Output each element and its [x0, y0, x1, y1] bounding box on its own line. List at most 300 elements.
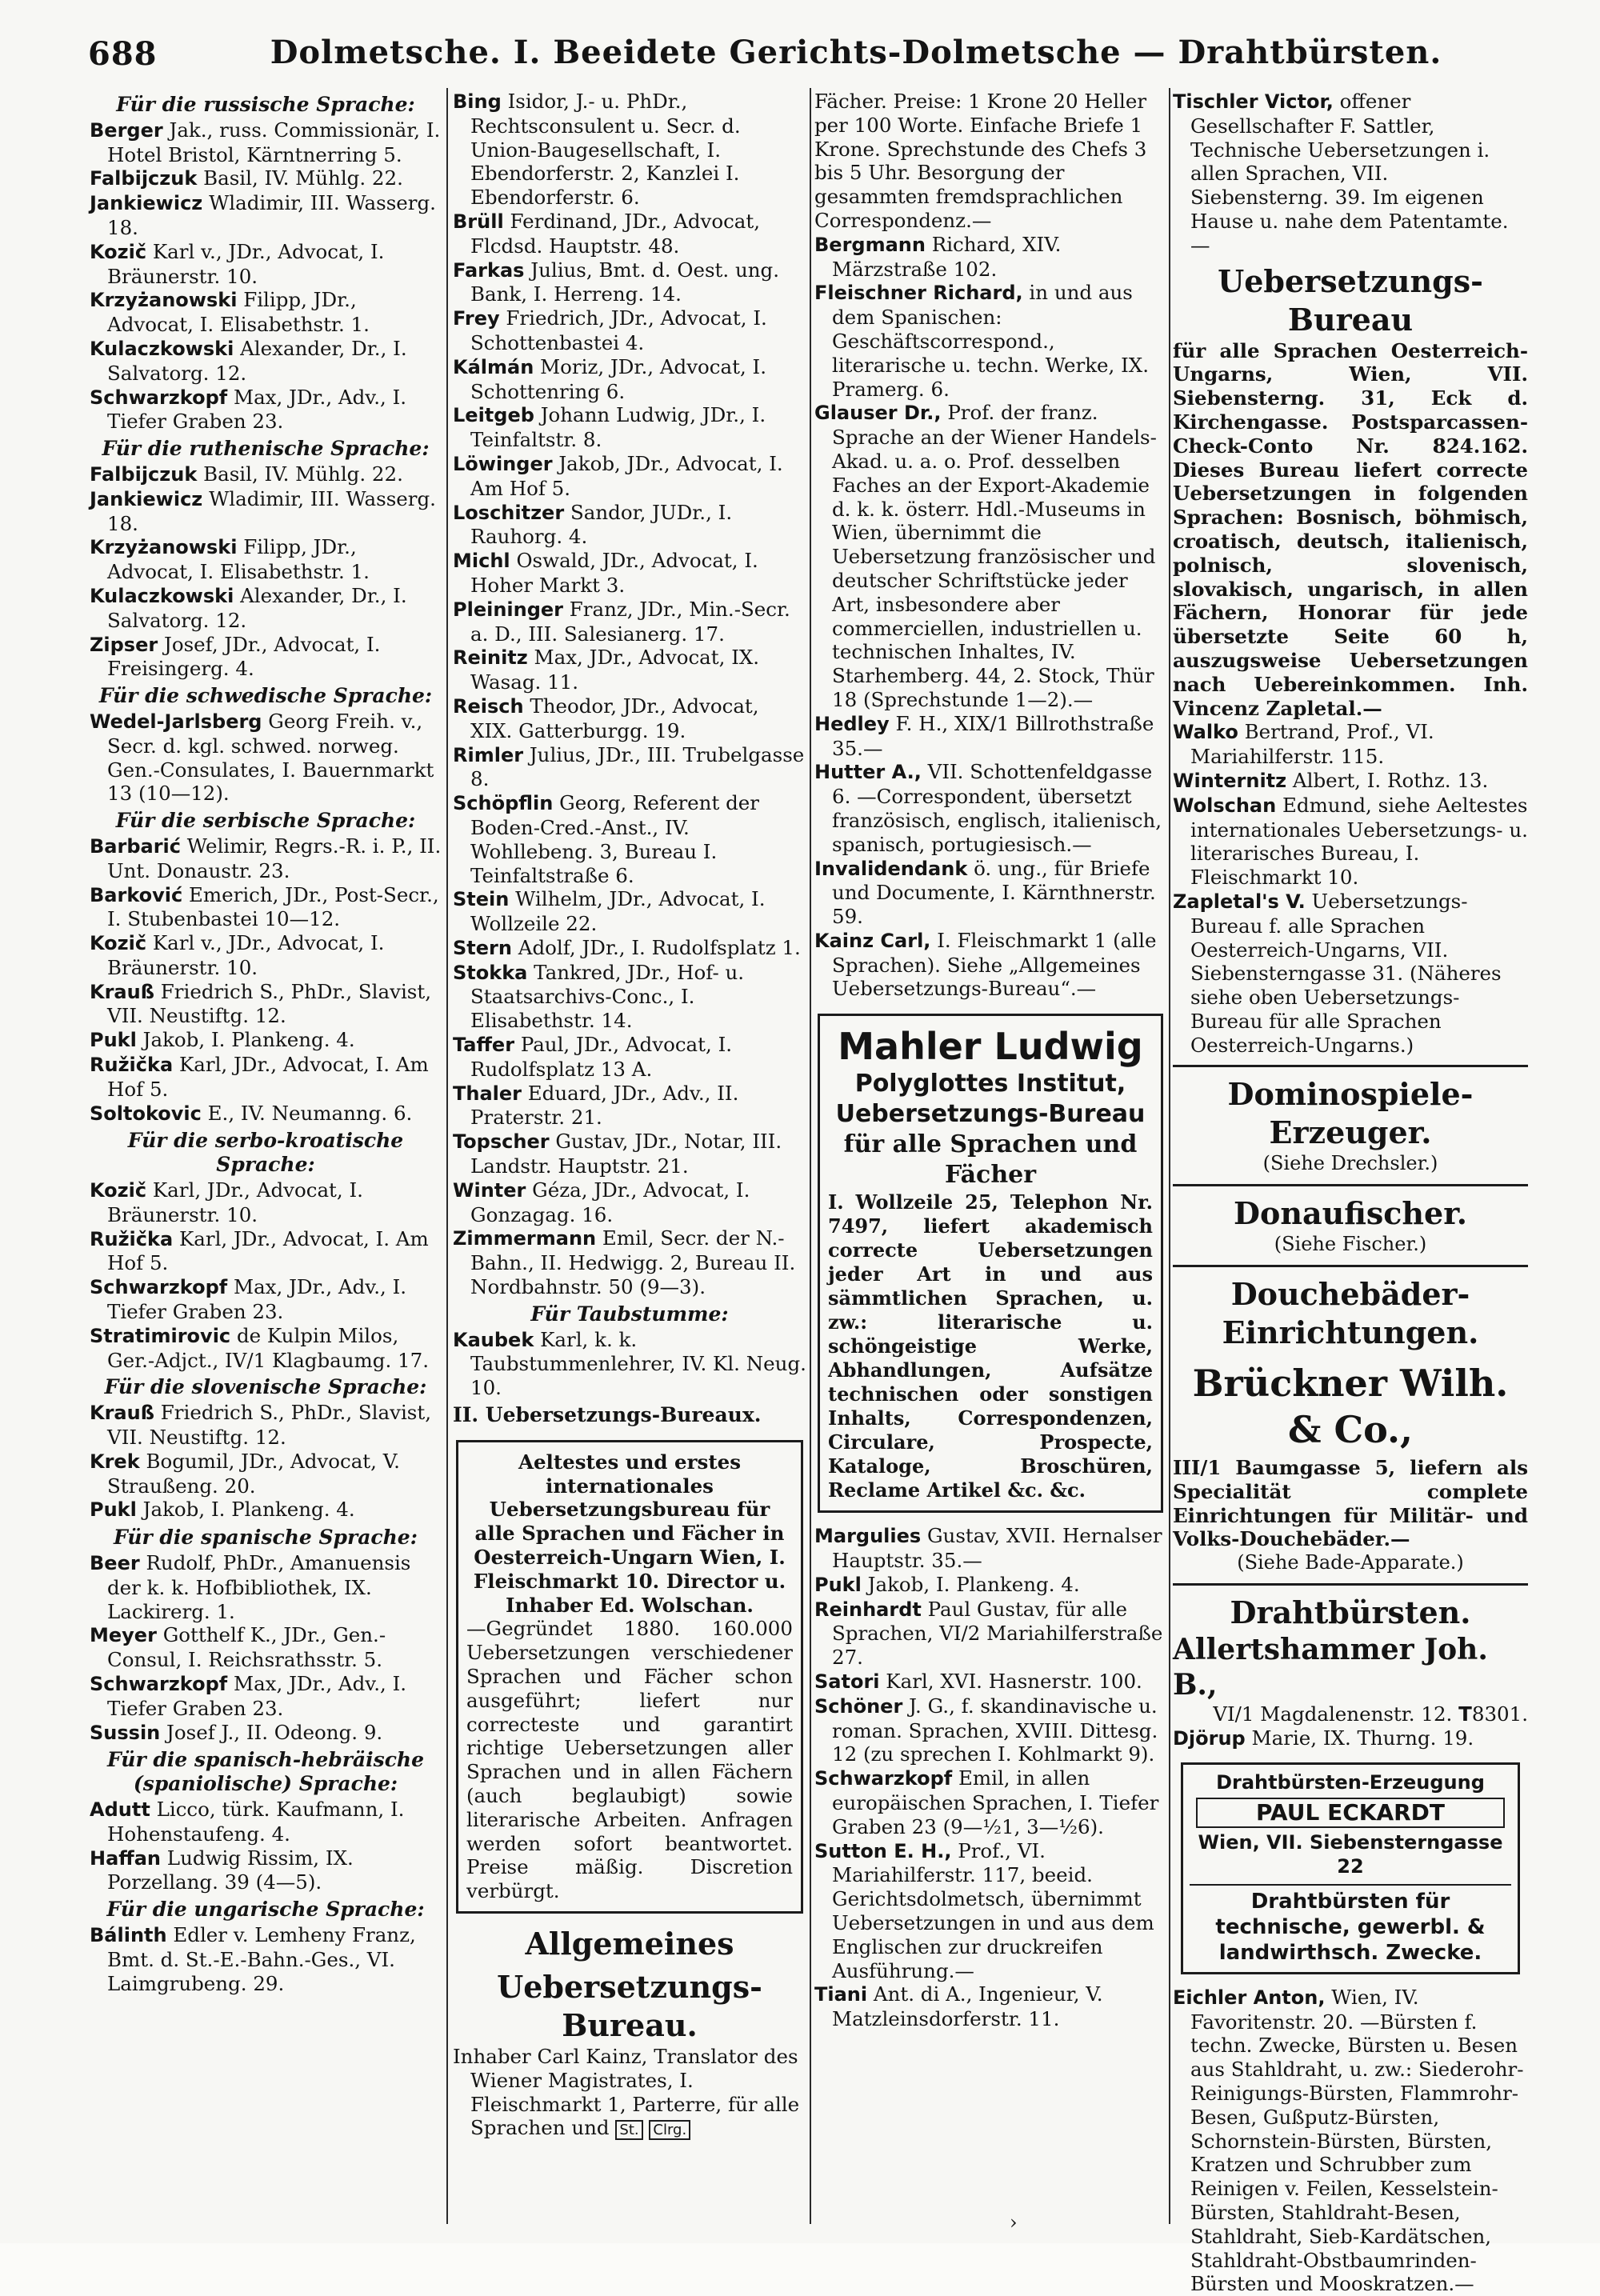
ad-eckardt-line: Drahtbürsten für technische, gewerbl. & landwirthsch. Zwecke.	[1190, 1884, 1511, 1966]
entry-text: Friedrich S., PhDr., Slavist, VII. Neustiftg. 12.	[107, 979, 432, 1028]
entry-text: I. Fleischmarkt 1 (alle Sprachen). Siehe „Allgemeines Uebersetzungs-Bureau“.—	[832, 928, 1157, 1001]
list-item	[90, 710, 442, 806]
list-item	[453, 501, 806, 550]
list-item	[1173, 769, 1528, 794]
list-item	[814, 281, 1166, 401]
entry-text: Gotthelf K., JDr., Gen.-Consul, I. Reichsrathsstr. 5.	[107, 1623, 386, 1672]
entry-text: Moriz, JDr., Advocat, I. Schottenring 6.	[470, 354, 766, 403]
entry-text: Karl, JDr., Advocat, I. Am Hof 5.	[107, 1053, 429, 1101]
list-item	[453, 694, 806, 743]
entry-name: Meyer	[90, 1624, 157, 1647]
entry-text: Adolf, JDr., I. Rudolfsplatz 1.	[511, 935, 801, 959]
entry-text: Max, JDr., Adv., I. Tiefer Graben 23.	[107, 385, 407, 434]
entry-text: Julius, Bmt. d. Oest. ung. Bank, I. Herreng. 14.	[470, 258, 779, 306]
ad-wolschan	[456, 1440, 803, 1914]
entry-text: Jak., russ. Commissionär, I. Hotel Bristol, Kärntnerring 5.	[107, 118, 441, 166]
ad-eckardt	[1181, 1762, 1520, 1974]
entry-name: Jankiewicz	[90, 487, 203, 510]
entry-text: Oswald, JDr., Advocat, I. Hoher Markt 3.	[470, 549, 758, 597]
list-item	[1173, 890, 1528, 1058]
entry-text: Karl, JDr., Advocat, I. Am Hof 5.	[107, 1226, 429, 1275]
entry-text: Emil, in allen europäischen Sprachen, I. Tiefer Graben 23 (9—½1, 3—½6).	[832, 1766, 1159, 1838]
entry-name: Jankiewicz	[90, 192, 203, 215]
brueckner-title: Brückner Wilh. & Co.,	[1192, 1362, 1509, 1452]
entry-name: Bálinth	[90, 1923, 167, 1946]
badge-clrg: Clrg.	[649, 2120, 690, 2140]
divider	[1173, 1184, 1528, 1186]
entry-name: Krzyżanowski	[90, 289, 238, 312]
list-item	[1173, 1986, 1528, 2296]
entry-name: Leitgeb	[453, 404, 534, 427]
list-item	[453, 887, 806, 936]
entry-text: Wien, IV. Favoritenstr. 20. —Bürsten f. techn. Zwecke, Bürsten u. Besen aus Stahldraht, u. zw.: Siederohr-Reinigungs-Bürsten, Flammrohr-Besen, Gußputz-Bürsten, Schornstein-Bürsten, Bürsten, Kratzen und Schrubber zum Reinigen v. Feilen, Kesselstein-Bürsten, Stahldraht-Besen, Stahldraht, Sieb-Kardätschen, Stahldraht-Obstbaumrinden-Bürsten und Mooskratzen.—	[1190, 1985, 1524, 2296]
list-item	[814, 1839, 1166, 1983]
list-item	[453, 646, 806, 694]
entry-name: Schöner	[814, 1694, 903, 1718]
entry-text: Bogumil, JDr., Advocat, V. Straußeng. 20.	[107, 1449, 400, 1498]
column-1	[90, 90, 442, 2218]
list-item	[814, 1524, 1166, 1573]
list-item	[90, 191, 442, 240]
list-item	[90, 118, 442, 167]
entry-name: Soltokovic	[90, 1102, 202, 1125]
ad-mahler	[818, 1014, 1163, 1513]
section-heading: Für die serbische Sprache:	[115, 809, 416, 833]
entry-text: Basil, IV. Mühlg. 22.	[197, 166, 403, 190]
entry-text: de Kulpin Milos, Ger.-Adjct., IV/1 Klagbaumg. 17.	[107, 1323, 430, 1372]
entry-text: Josef, JDr., Advocat, I. Freisingerg. 4.	[107, 632, 381, 681]
entry-name: Ružička	[90, 1054, 174, 1077]
list-item	[90, 633, 442, 682]
entry-text: Welimir, Regrs.-R. i. P., II. Unt. Donaustr. 23.	[107, 834, 442, 882]
list-item	[90, 1721, 442, 1746]
entry-name: Djörup	[1173, 1726, 1246, 1750]
list-item	[453, 403, 806, 452]
entry-name: Rimler	[453, 743, 524, 766]
list-item	[814, 1766, 1166, 1838]
entry-text: Karl v., JDr., Advocat, I. Bräunerstr. 10.	[107, 931, 385, 979]
list-item	[90, 288, 442, 337]
donau-heading: Donaufischer.	[1234, 1195, 1467, 1232]
domino-heading: Dominospiele-Erzeuger.	[1227, 1076, 1474, 1151]
entry-text: Emil, Secr. der N.-Bahn., II. Hedwigg. 2, Bureau II. Nordbahnstr. 50 (9—3).	[470, 1226, 796, 1299]
entry-name: Barković	[90, 883, 183, 906]
list-item	[453, 936, 806, 961]
list-item	[814, 857, 1166, 929]
entry-text: Jakob, I. Plankeng. 4.	[861, 1572, 1080, 1596]
entry-text: Edmund, siehe Aeltestes internationales Uebersetzungs- u. literarisches Bureau, I. Fleischmarkt 10.	[1190, 793, 1528, 890]
entry-text: Paul Gustav, für alle Sprachen, VI/2 Mariahilferstraße 27.	[832, 1597, 1163, 1670]
entry-name: Stokka	[453, 961, 528, 984]
list-item	[90, 1623, 442, 1672]
entry-name: Kainz Carl,	[814, 929, 931, 952]
list-item	[90, 1798, 442, 1846]
brueckner-text: III/1 Baumgasse 5, liefern als Specialität complete Einrichtungen für Militär- und Volks-Douchebäder.—	[1173, 1456, 1528, 1551]
entry-text: Max, JDr., Adv., I. Tiefer Graben 23.	[107, 1672, 407, 1720]
entry-name: Beer	[90, 1552, 140, 1575]
entry-text: Isidor, J.- u. PhDr., Rechtsconsulent u. Secr. d. Union-Baugesellschaft, I. Ebendorferstr. 2, Kanzlei I. Ebendorferstr. 6.	[470, 90, 741, 210]
entry-name: Sussin	[90, 1721, 161, 1744]
column-rule	[446, 88, 448, 2224]
list-item	[814, 712, 1166, 761]
list-item	[453, 743, 806, 792]
entry-name: Stein	[453, 888, 510, 911]
entry-name: Reinhardt	[814, 1598, 922, 1621]
entry-name: Schöpflin	[453, 792, 554, 815]
ad-mahler-text: I. Wollzeile 25, Telephon Nr. 7497, liefert akademisch correcte Uebersetzungen jeder Art in und aus sämmtlichen Sprachen, u. zw.: literarische u. schöngeistige Werke, Abhandlungen, Aufsätze technischen oder sonstigen Inhalts, Correspondenzen, Circulare, Prospecte, Kataloge, Broschüren, Reclame Artikel &c. &c.	[828, 1190, 1153, 1502]
page-number: 688	[88, 35, 158, 73]
entry-text: in und aus dem Spanischen: Geschäftscorrespond., literarische u. techn. Werke, IX. Pramerg. 6.	[832, 281, 1150, 401]
list-item	[1173, 1726, 1528, 1751]
divider	[1173, 1265, 1528, 1267]
list-item	[453, 1328, 806, 1400]
entry-text: Eduard, JDr., Adv., II. Praterstr. 21.	[470, 1081, 739, 1130]
list-item	[90, 1102, 442, 1126]
entry-text: Max, JDr., Adv., I. Tiefer Graben 23.	[107, 1275, 407, 1324]
list-item	[814, 1573, 1166, 1598]
entry-text: Karl, k. k. Taubstummenlehrer, IV. Kl. Neug. 10.	[470, 1327, 806, 1400]
allg-heading: Allgemeines	[525, 1925, 734, 1962]
allg-text-body: Inhaber Carl Kainz, Translator des Wiener Magistrates, I. Fleischmarkt 1, Parterre, für alle Sprachen und	[453, 2044, 800, 2140]
entry-text: Ludwig Rissim, IX. Porzellang. 39 (4—5).	[107, 1846, 354, 1894]
entry-name: Reisch	[453, 694, 524, 718]
list-item	[90, 883, 442, 932]
entry-name: Löwinger	[453, 452, 553, 475]
list-item	[453, 1226, 806, 1298]
entry-name: Thaler	[453, 1082, 522, 1105]
entry-text: Licco, türk. Kaufmann, I. Hohenstaufeng. 4.	[107, 1797, 405, 1846]
entry-name: Pukl	[90, 1498, 137, 1522]
ad-eckardt-line: PAUL ECKARDT	[1196, 1798, 1505, 1828]
list-item	[90, 462, 442, 487]
entry-text: Julius, JDr., III. Trubelgasse 8.	[470, 742, 805, 791]
section-heading: Für Taubstumme:	[530, 1302, 729, 1326]
list-item	[90, 584, 442, 633]
entry-name: Walko	[1173, 721, 1238, 744]
entry-text: Johann Ludwig, JDr., I. Teinfaltstr. 8.	[470, 403, 766, 452]
ad-eckardt-line: Drahtbürsten-Erzeugung	[1216, 1770, 1485, 1794]
entry-name: Loschitzer	[453, 501, 565, 524]
entry-text: Jakob, JDr., Advocat, I. Am Hof 5.	[470, 451, 783, 500]
entry-text: Gustav, JDr., Notar, III. Landstr. Hauptstr. 21.	[470, 1130, 782, 1178]
list-item	[90, 1498, 442, 1522]
bureau-heading: Uebersetzungs-Bureau	[1218, 262, 1483, 338]
section-heading: Für die russische Sprache:	[116, 93, 415, 116]
ad-wolschan-text: —Gegründet 1880. 160.000 Uebersetzungen verschiedener Sprachen und Fächer schon ausgeführt; liefert nur correcteste und garantirt richtige Uebersetzungen aller Sprachen und in allen Fächern (auch beglaubigt) sowie literarische Arbeiten. Anfragen werden sofort beantwortet. Preise mäßig. Discretion verbürgt.	[466, 1617, 793, 1903]
list-item	[814, 1982, 1166, 2031]
entry-text: Rudolf, PhDr., Amanuensis der k. k. Hofbibliothek, IX. Lackirerg. 1.	[107, 1551, 411, 1623]
allerts-name: Allertshammer Joh. B.,	[1173, 1633, 1488, 1702]
entry-text: Emerich, JDr., Post-Secr., I. Stubenbastei 10—12.	[107, 882, 439, 931]
entry-text: Theodor, JDr., Advocat, XIX. Gatterburgg. 19.	[470, 694, 759, 742]
list-item	[90, 1923, 442, 1995]
entry-name: Schwarzkopf	[90, 386, 228, 409]
entry-name: Tischler Victor,	[1173, 90, 1334, 113]
entry-name: Ružička	[90, 1227, 174, 1250]
list-item	[90, 931, 442, 980]
column-2	[453, 90, 806, 2218]
section-heading: Für die ruthenische Sprache:	[102, 437, 430, 461]
entry-text: Alexander, Dr., I. Salvatorg. 12.	[107, 583, 407, 632]
entry-name: Winternitz	[1173, 769, 1287, 792]
entry-name: Invalidendank	[814, 857, 968, 880]
entry-text: Prof., VI. Mariahilferstr. 117, beeid. Gerichtsdolmetsch, übernimmt Uebersetzungen in und aus dem Englischen zur druckreifen Ausführung.—	[832, 1838, 1154, 1982]
footer-mark: ›	[1010, 2211, 1018, 2234]
ad-mahler-sub: Polyglottes Institut,	[854, 1070, 1126, 1098]
entry-text: VII. Schottenfeldgasse 6. —Correspondent, übersetzt französisch, englisch, italienisch, spanisch, portugiesisch.—	[832, 760, 1162, 856]
entry-name: Bergmann	[814, 233, 926, 256]
entry-name: Frey	[453, 307, 500, 330]
entry-text: Max, JDr., Advocat, IX. Wasag. 11.	[470, 646, 760, 694]
entry-name: Kozič	[90, 1179, 147, 1202]
entry-name: Wedel-Jarlsberg	[90, 710, 262, 733]
entry-text: Albert, I. Rothz. 13.	[1286, 768, 1489, 792]
entry-text: E., IV. Neumanng. 6.	[201, 1101, 413, 1125]
ad-mahler-title: Mahler Ludwig	[838, 1025, 1143, 1069]
list-item	[453, 355, 806, 404]
entry-text: Sandor, JUDr., I. Rauhorg. 4.	[470, 500, 733, 549]
section-heading: Für die spanisch-hebräische (spaniolische) Sprache:	[106, 1748, 425, 1796]
running-head: Dolmetsche. I. Beeidete Gerichts-Dolmetsche — Drahtbürsten.	[270, 34, 1442, 71]
list-item	[453, 549, 806, 598]
list-item	[90, 1672, 442, 1721]
list-item	[90, 386, 442, 434]
entry-text: Karl, JDr., Advocat, I. Bräunerstr. 10.	[107, 1178, 363, 1226]
entry-text: Tankred, JDr., Hof- u. Staatsarchivs-Conc., I. Elisabethstr. 14.	[470, 960, 745, 1033]
entry-text: Paul, JDr., Advocat, I. Rudolfsplatz 13 A.	[470, 1033, 733, 1081]
entry-text: Franz, JDr., Min.-Secr. a. D., III. Salesianerg. 17.	[470, 597, 790, 646]
entry-name: Schwarzkopf	[90, 1276, 228, 1299]
bureau-text: für alle Sprachen Oesterreich-Ungarns, Wien, VII. Siebensterng. 31, Eck d. Kirchengasse. Postsparcassen-Check-Conto Nr. 824.162. Dieses Bureau liefert correcte Uebersetzungen in folgenden Sprachen: Bosnisch, böhmisch, croatisch, deutsch, italienisch, polnisch, slovenisch, slovakisch, ungarisch, in allen Fächern, Honorar für jede übersetzte Seite 60 h, auszugsweise Uebersetzungen nach Uebereinkommen. Inh. Vincenz Zapletal.—	[1173, 338, 1528, 720]
list-item	[453, 258, 806, 307]
list-item	[453, 90, 806, 210]
list-item	[90, 980, 442, 1029]
column-4	[1173, 90, 1528, 2296]
column-rule	[1169, 88, 1170, 2224]
entry-text: F. H., XIX/1 Billrothstraße 35.—	[832, 711, 1154, 760]
list-item	[814, 1694, 1166, 1766]
list-item	[90, 166, 442, 191]
column-rule	[810, 88, 811, 2224]
entry-name: Bing	[453, 90, 502, 113]
list-item	[814, 760, 1166, 856]
entry-name: Eichler Anton,	[1173, 1986, 1326, 2009]
entry-text: Uebersetzungs-Bureau f. alle Sprachen Oesterreich-Ungarns, VII. Siebensterngasse 31. (Näheres siehe oben Uebersetzungs-Bureau für alle Sprachen Oesterreich-Ungarns.)	[1190, 889, 1502, 1057]
entry-text: Jakob, I. Plankeng. 4.	[136, 1498, 355, 1522]
section-heading: Für die slovenische Sprache:	[104, 1375, 427, 1399]
entry-text: Friedrich, JDr., Advocat, I. Schottenbastei 4.	[470, 306, 767, 354]
list-item	[453, 1178, 806, 1227]
entry-name: Brüll	[453, 210, 504, 233]
entry-name: Wolschan	[1173, 794, 1277, 817]
entry-text: J. G., f. skandinavische u. roman. Sprachen, XVIII. Dittesg. 12 (zu sprechen I. Kohlmarkt 9).	[832, 1694, 1158, 1766]
entry-name: Adutt	[90, 1798, 150, 1821]
column-3	[814, 90, 1166, 2218]
entry-name: Michl	[453, 550, 510, 573]
entry-name: Krauß	[90, 980, 154, 1003]
list-item	[814, 233, 1166, 282]
entry-text: Edler v. Lemheny Franz, Bmt. d. St.-E.-Bahn.-Ges., VI. Laimgrubeng. 29.	[107, 1922, 416, 1995]
list-item	[90, 1028, 442, 1053]
entry-text: Wilhelm, JDr., Advocat, I. Wollzeile 22.	[470, 887, 766, 936]
brueckner-note: (Siehe Bade-Apparate.)	[1237, 1551, 1464, 1574]
badge-st: St.	[615, 2120, 642, 2140]
entry-name: Falbijczuk	[90, 167, 198, 190]
entry-name: Kálmán	[453, 355, 534, 378]
entry-text: Alexander, Dr., I. Salvatorg. 12.	[107, 336, 407, 385]
entry-text: Marie, IX. Thurng. 19.	[1245, 1726, 1474, 1750]
list-item	[90, 1551, 442, 1623]
entry-name: Krek	[90, 1450, 140, 1473]
domino-note: (Siehe Drechsler.)	[1262, 1152, 1438, 1175]
divider	[1173, 1583, 1528, 1586]
ad-mahler-sub: für alle Sprachen und Fächer	[843, 1130, 1138, 1190]
list-item	[453, 1033, 806, 1082]
entry-name: Reinitz	[453, 646, 528, 670]
entry-name: Pukl	[90, 1029, 137, 1052]
entry-name: Margulies	[814, 1525, 922, 1548]
entry-name: Pukl	[814, 1573, 862, 1596]
entry-name: Krauß	[90, 1402, 154, 1425]
entry-text: Friedrich S., PhDr., Slavist, VII. Neustiftg. 12.	[107, 1401, 432, 1450]
section-heading: II. Uebersetzungs-Bureaux.	[453, 1403, 762, 1427]
list-item	[453, 210, 806, 258]
list-item	[90, 834, 442, 883]
list-item	[1173, 90, 1528, 258]
entry-name: Falbijczuk	[90, 462, 198, 486]
entry-name: Kozič	[90, 932, 147, 955]
entry-name: Pleininger	[453, 598, 564, 621]
entry-name: Hedley	[814, 712, 890, 735]
douche-heading: Douchebäder-Einrichtungen.	[1222, 1276, 1479, 1351]
entry-name: Sutton E. H.,	[814, 1839, 952, 1862]
entry-text: Prof. der franz. Sprache an der Wiener Handels-Akad. u. a. o. Prof. desselben Faches an der Export-Akademie d. k. k. österr. Hdl.-Museums in Wien, übernimmt die Uebersetzung französischer und deutscher Schriftstücke jeder Art, insbesondere aber commerciellen, industriellen u. technischen Inhaltes, IV. Starhemberg. 44, 2. Stock, Thür 18 (Sprechstunde 1—2).—	[832, 401, 1157, 711]
entry-name: Kulaczkowski	[90, 584, 234, 607]
allg-heading-2: Uebersetzungs-Bureau.	[497, 1968, 762, 2043]
entry-name: Kaubek	[453, 1328, 534, 1351]
list-item	[814, 1670, 1166, 1694]
entry-text: Gustav, XVII. Hernalser Hauptstr. 35.—	[832, 1524, 1162, 1573]
entry-text: offener Gesellschafter F. Sattler, Technische Uebersetzungen i. allen Sprachen, VII. Siebensterng. 39. Im eigenen Hause u. nahe dem Patentamte.—	[1190, 90, 1509, 257]
allg-text	[453, 2045, 806, 2142]
entry-name: Zipser	[90, 633, 158, 656]
list-item	[90, 535, 442, 584]
entry-text: Ant. di A., Ingenieur, V. Matzleinsdorferstr. 11.	[832, 1982, 1103, 2031]
entry-text: Bertrand, Prof., VI. Mariahilferstr. 115.	[1190, 720, 1434, 769]
entry-name: Berger	[90, 118, 163, 142]
entry-text: Karl v., JDr., Advocat, I. Bräunerstr. 10.	[107, 239, 385, 288]
section-heading: Für die schwedische Sprache:	[98, 684, 433, 708]
entry-text: Wladimir, III. Wasserg. 18.	[107, 191, 436, 239]
list-item	[90, 337, 442, 386]
allerts-phone: 8301.	[1471, 1702, 1528, 1726]
section-heading: Für die spanische Sprache:	[114, 1526, 418, 1550]
entry-text: Basil, IV. Mühlg. 22.	[197, 462, 403, 486]
list-item	[90, 1324, 442, 1373]
entry-text: Filipp, JDr., Advocat, I. Elisabethstr. 1.	[107, 535, 370, 584]
entry-text: Géza, JDr., Advocat, I. Gonzagag. 16.	[470, 1178, 750, 1226]
entry-text: Richard, XIV. Märzstraße 102.	[832, 232, 1062, 281]
list-item	[1173, 794, 1528, 890]
list-item	[1173, 720, 1528, 769]
entry-name: Fleischner Richard,	[814, 282, 1023, 305]
entry-name: Stern	[453, 936, 512, 959]
draht-heading: Drahtbürsten.	[1230, 1594, 1471, 1631]
kainz-continued: Fächer. Preise: 1 Krone 20 Heller per 100 Worte. Einfache Briefe 1 Krone. Sprechstunde des Chefs 3 bis 5 Uhr. Besorgung der gesammten fremdsprachlichen Correspondenz.—	[814, 90, 1147, 232]
ad-wolschan-title: Aeltestes und erstes internationales Uebersetzungsbureau für alle Sprachen und Fächer in Oesterreich-Ungarn Wien, I. Fleischmarkt 10. Director u. Inhaber Ed. Wolschan.	[473, 1450, 786, 1617]
list-item	[90, 1053, 442, 1102]
list-item	[453, 1130, 806, 1178]
entry-name: Farkas	[453, 258, 525, 282]
entry-text: Wladimir, III. Wasserg. 18.	[107, 486, 436, 535]
entry-name: Satori	[814, 1670, 880, 1694]
ad-mahler-sub: Uebersetzungs-Bureau	[835, 1100, 1146, 1129]
list-item	[90, 1846, 442, 1895]
allerts-address	[1173, 1702, 1528, 1726]
section-heading: Für die serbo-kroatische Sprache:	[127, 1129, 404, 1177]
entry-name: Winter	[453, 1178, 526, 1202]
ad-eckardt-line: Wien, VII. Siebensterngasse 22	[1198, 1831, 1503, 1878]
entry-name: Haffan	[90, 1846, 162, 1870]
list-item	[90, 240, 442, 289]
entry-name: Glauser Dr.,	[814, 402, 942, 425]
list-item	[814, 1598, 1166, 1670]
entry-text: Filipp, JDr., Advocat, I. Elisabethstr. 1.	[107, 288, 370, 337]
page-header	[48, 27, 1536, 77]
list-item	[453, 961, 806, 1033]
list-item	[814, 929, 1166, 1001]
entry-text: Georg Freih. v., Secr. d. kgl. schwed. norweg. Gen.-Consulates, I. Bauernmarkt 13 (10—12).	[107, 709, 434, 806]
entry-name: Zapletal's V.	[1173, 890, 1306, 913]
entry-name: Kozič	[90, 240, 147, 263]
list-item	[453, 791, 806, 887]
list-item	[90, 1450, 442, 1498]
entry-name: Stratimirovic	[90, 1324, 231, 1347]
entry-name: Barbarić	[90, 834, 181, 858]
list-item	[90, 487, 442, 536]
list-item	[453, 306, 806, 355]
donau-note: (Siehe Fischer.)	[1274, 1233, 1427, 1256]
allerts-text: VI/1 Magdalenenstr. 12.	[1213, 1702, 1453, 1726]
entry-text: Jakob, I. Plankeng. 4.	[136, 1028, 355, 1052]
entry-text: Ferdinand, JDr., Advocat, Flcdsd. Hauptstr. 48.	[470, 209, 761, 258]
entry-text: Josef J., II. Odeong. 9.	[160, 1720, 383, 1744]
entry-name: Taffer	[453, 1034, 515, 1057]
entry-text: ö. ung., für Briefe und Documente, I. Kärnthnerstr. 59.	[832, 856, 1156, 929]
list-item	[90, 1401, 442, 1450]
entry-name: Hutter A.,	[814, 761, 922, 784]
entry-name: Krzyżanowski	[90, 536, 238, 559]
entry-text: Karl, XVI. Hasnerstr. 100.	[879, 1670, 1142, 1694]
entry-text: Georg, Referent der Boden-Cred.-Anst., IV. Wohllebeng. 3, Bureau I. Teinfaltstraße 6.	[470, 791, 759, 887]
list-item	[814, 401, 1166, 711]
entry-name: Topscher	[453, 1130, 550, 1154]
list-item	[453, 1082, 806, 1130]
entry-name: Schwarzkopf	[814, 1767, 953, 1790]
entry-name: Schwarzkopf	[90, 1673, 228, 1695]
list-item	[90, 1178, 442, 1227]
telephone-icon: T	[1458, 1702, 1472, 1726]
list-item	[90, 1275, 442, 1324]
entry-name: Zimmermann	[453, 1227, 597, 1250]
divider	[1173, 1065, 1528, 1067]
list-item	[453, 452, 806, 501]
list-item	[453, 598, 806, 646]
entry-name: Tiani	[814, 1983, 868, 2006]
list-item	[90, 1227, 442, 1276]
section-heading: Für die ungarische Sprache:	[106, 1898, 425, 1922]
entry-name: Kulaczkowski	[90, 337, 234, 360]
